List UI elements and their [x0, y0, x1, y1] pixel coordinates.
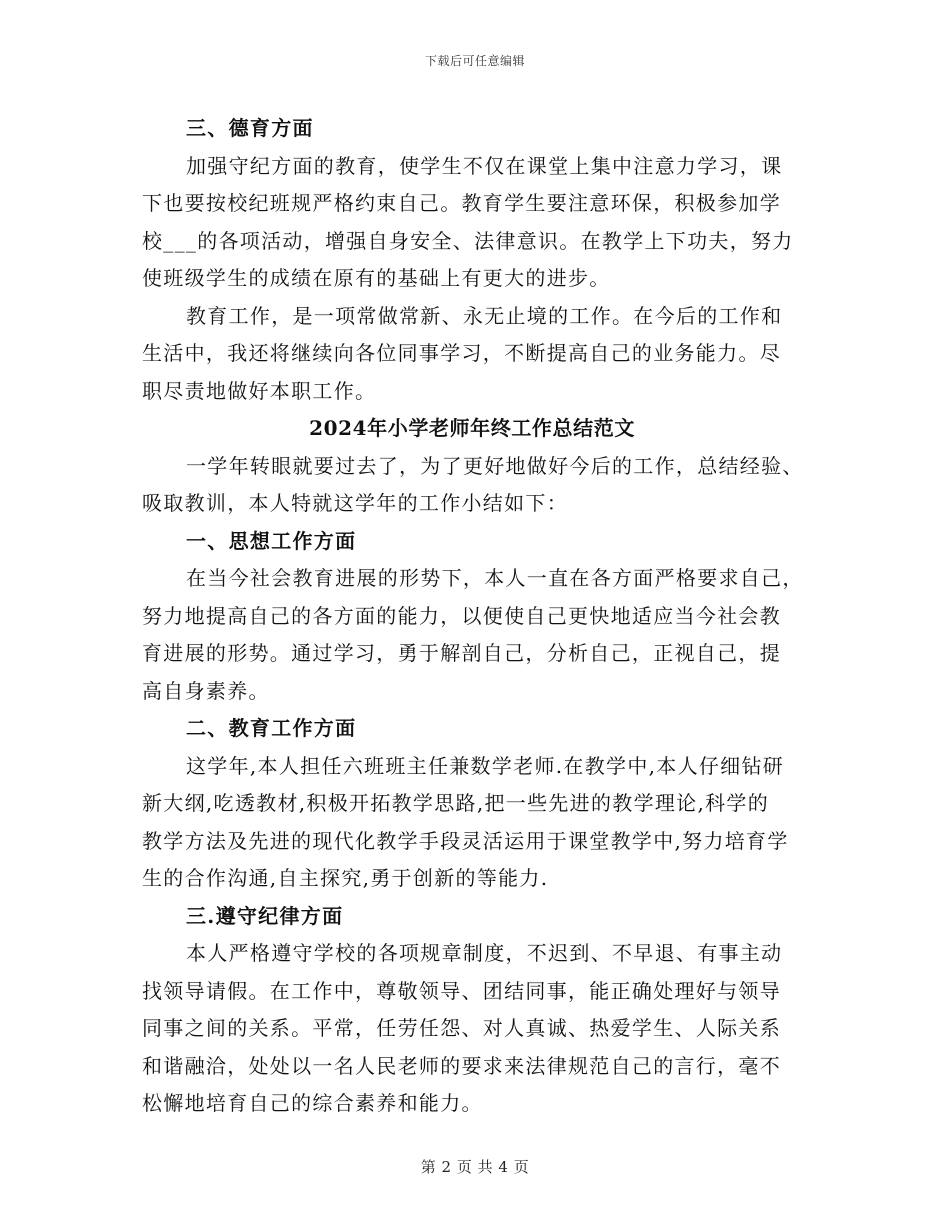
- paragraph-line: 生的合作沟通,自主探究,勇于创新的等能力.: [142, 866, 549, 890]
- paragraph-line: 校___的各项活动，增强自身安全、法律意识。在教学上下功夫，努力: [142, 228, 794, 253]
- paragraph-line: 教育工作，是一项常做常新、永无止境的工作。在今后的工作和: [186, 303, 783, 328]
- paragraph-line: 努力地提高自己的各方面的能力，以便使自己更快地适应当今社会教: [142, 603, 781, 628]
- paragraph-line: 教学方法及先进的现代化教学手段灵活运用于课堂教学中,努力培育学: [142, 828, 789, 853]
- paragraph-line: 下也要按校纪班规严格约束自己。教育学生要注意环保，积极参加学: [142, 191, 781, 215]
- paragraph-line: 一学年转眼就要过去了，为了更好地做好今后的工作，总结经验、: [186, 453, 804, 478]
- paragraph-line: 在当今社会教育进展的形势下，本人一直在各方面严格要求自己，: [186, 566, 804, 590]
- paragraph-line: 使班级学生的成绩在原有的基础上有更大的进步。: [142, 266, 611, 290]
- document-body: [142, 110, 802, 1123]
- paragraph-line: 育进展的形势。通过学习，勇于解剖自己，分析自己，正视自己，提: [142, 641, 781, 665]
- paragraph-line: 找领导请假。在工作中，尊敬领导、团结同事，能正确处理好与领导: [142, 978, 781, 1003]
- paragraph-line: 加强守纪方面的教育，使学生不仅在课堂上集中注意力学习，课: [186, 153, 783, 178]
- paragraph-line: 本人严格遵守学校的各项规章制度，不迟到、不早退、有事主动: [186, 941, 783, 965]
- paragraph-line: 同事之间的关系。平常，任劳任怨、对人真诚、热爱学生、人际关系: [142, 1016, 781, 1040]
- page-header: 下载后可任意编辑: [424, 54, 525, 68]
- section-heading-discipline: 三.遵守纪律方面: [186, 903, 344, 928]
- paragraph-line: 这学年,本人担任六班班主任兼数学老师.在教学中,本人仔细钻研: [186, 753, 785, 778]
- page-footer: 第 2 页 共 4 页: [420, 1158, 530, 1176]
- document-title: 2024年小学老师年终工作总结范文: [309, 416, 635, 440]
- paragraph-line: 吸取教训，本人特就这学年的工作小结如下：: [142, 491, 568, 515]
- paragraph-line: 和谐融洽，处处以一名人民老师的要求来法律规范自己的言行，毫不: [142, 1053, 781, 1078]
- paragraph-line: 高自身素养。: [142, 678, 270, 703]
- section-heading-teaching: 二、教育工作方面: [186, 716, 357, 740]
- paragraph-line: 松懈地培育自己的综合素养和能力。: [142, 1091, 483, 1115]
- paragraph-line: 新大纲,吃透教材,积极开拓教学思路,把一些先进的教学理论,科学的: [142, 791, 770, 815]
- section-heading-ideology: 一、思想工作方面: [186, 528, 357, 553]
- paragraph-line: 生活中，我还将继续向各位同事学习，不断提高自己的业务能力。尽: [142, 341, 781, 365]
- paragraph-line: 职尽责地做好本职工作。: [142, 378, 377, 403]
- section-heading-moral-education: 三、德育方面: [186, 116, 314, 140]
